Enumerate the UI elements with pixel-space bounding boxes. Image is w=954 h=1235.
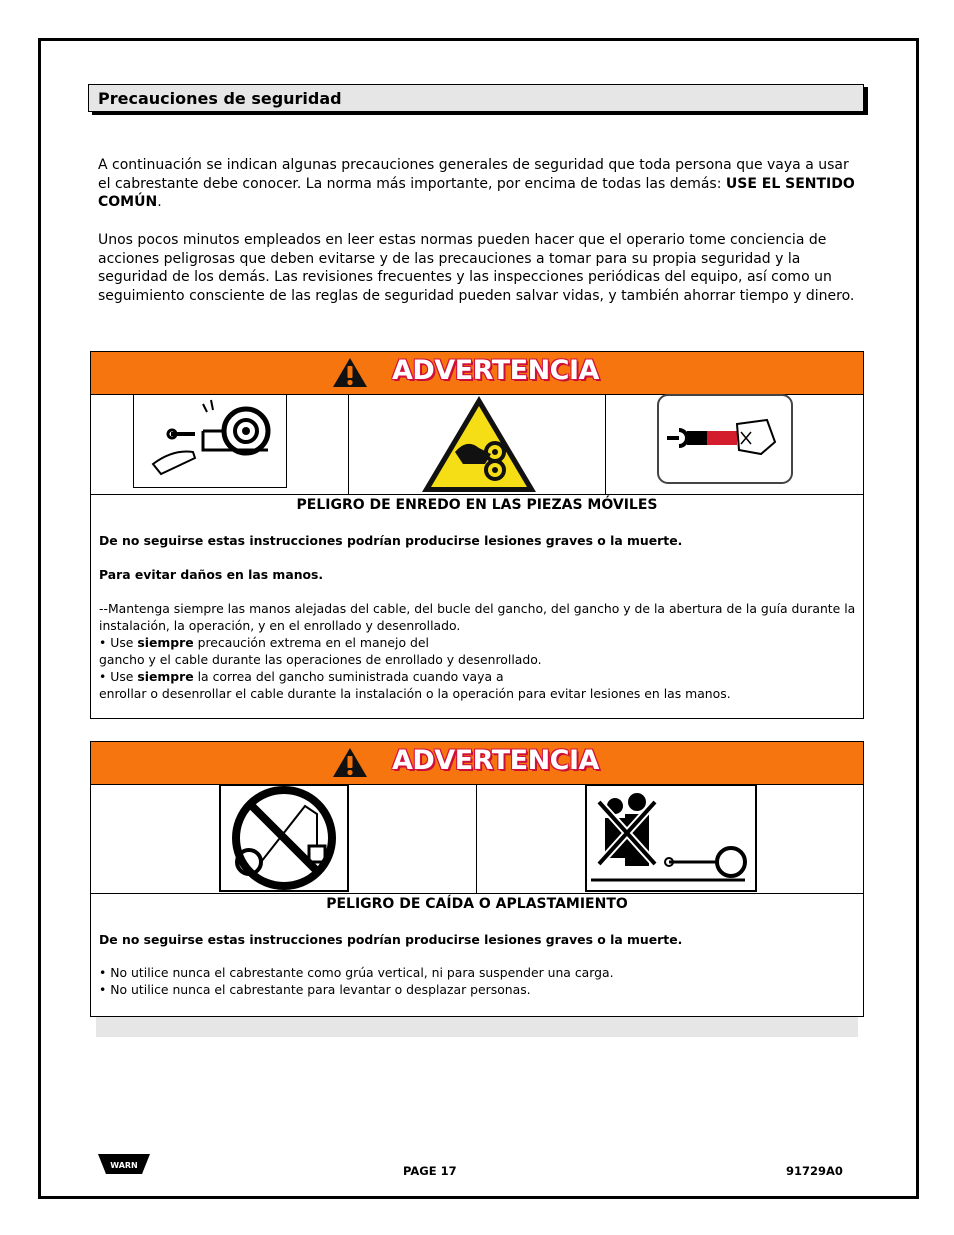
- consequence-text: De no seguirse estas instrucciones podrían producirse lesiones graves o la muerte.: [99, 533, 683, 548]
- icon-cell: [91, 394, 348, 494]
- hazard-title: PELIGRO DE CAÍDA O APLASTAMIENTO: [326, 896, 628, 912]
- section-header: [88, 84, 864, 112]
- warning-bar: [91, 742, 863, 785]
- list-item: • No utilice nunca el cabrestante para levantar o desplazar personas.: [99, 982, 531, 997]
- hook-strap-icon: [657, 394, 793, 488]
- entanglement-hazard-icon: [419, 394, 539, 498]
- icon-cell: [476, 784, 864, 893]
- warning-icon-row: [91, 394, 863, 495]
- hazard-title: PELIGRO DE ENREDO EN LAS PIEZAS MÓVILES: [296, 497, 658, 513]
- section-title: Precauciones de seguridad: [98, 89, 342, 108]
- icon-cell: [348, 394, 606, 494]
- warning-box-entanglement: [90, 351, 864, 719]
- warning-label: [328, 742, 599, 783]
- intro-paragraph-2: Unos pocos minutos empleados en leer estas normas pueden hacer que el operario tome conciencia de acciones peligrosas que deben evitarse y de las precauciones a tomar para su propia seguridad y la seguridad de los demás. Las revisiones frecuentes y las inspecciones periódicas del equipo, así como un seguimiento consciente de las reglas de seguridad pueden salvar vidas, y también ahorrar tiempo y dinero.: [98, 232, 855, 305]
- warning-box-fall-crush: [90, 741, 864, 1017]
- bullet-list: [99, 964, 859, 998]
- warning-title: ADVERTENCIA: [392, 355, 599, 386]
- avoid-text: Para evitar daños en las manos.: [99, 567, 324, 582]
- grey-strip: [96, 1017, 858, 1037]
- consequence-text: De no seguirse estas instrucciones podrían producirse lesiones graves o la muerte.: [99, 932, 683, 947]
- instructions: --Mantenga siempre las manos alejadas del cable, del bucle del gancho, del gancho y de la abertura de la guía durante la instalación, la operación, y en el enrollado y desenrollado. • Use siempre precaución extrema en el manejo del gancho y el cable durante las operaciones de enrollado y desenrollado. • Use siempre la correa del gancho suministrada cuando vaya a enrollar o desenrollar el cable durante la instalación o la operación para evitar lesiones en las manos.: [99, 601, 856, 701]
- warning-label: [328, 352, 599, 393]
- page-number: PAGE 17: [403, 1164, 457, 1178]
- icon-cell: [605, 394, 864, 494]
- hand-cable-drum-icon: [133, 394, 287, 492]
- warning-triangle-icon: [328, 352, 372, 393]
- document-code: 91729A0: [786, 1164, 843, 1178]
- warning-bar: [91, 352, 863, 395]
- intro-paragraph-1: A continuación se indican algunas precauciones generales de seguridad que toda persona que vaya a usar el cabrestante debe conocer. La norma más importante, por encima de todas las demás: USE EL SENTIDO COMÚN.: [98, 157, 855, 211]
- no-vertical-lifting-icon: [219, 784, 349, 896]
- brand-text: WARN: [110, 1161, 138, 1170]
- label-fine-print: ©1998 R.C.I., Inc. 800-748-0241 No. 1918D-WC: [437, 488, 521, 492]
- icon-cell: [91, 784, 476, 893]
- no-lifting-people-icon: [585, 784, 757, 896]
- warn-logo-icon: [98, 1153, 150, 1179]
- list-item: • No utilice nunca el cabrestante como grúa vertical, ni para suspender una carga.: [99, 965, 614, 980]
- warning-title: ADVERTENCIA: [392, 745, 599, 776]
- warning-icon-row: [91, 784, 863, 894]
- warning-triangle-icon: [328, 742, 372, 783]
- common-sense-emphasis: USE EL SENTIDO COMÚN: [98, 175, 855, 211]
